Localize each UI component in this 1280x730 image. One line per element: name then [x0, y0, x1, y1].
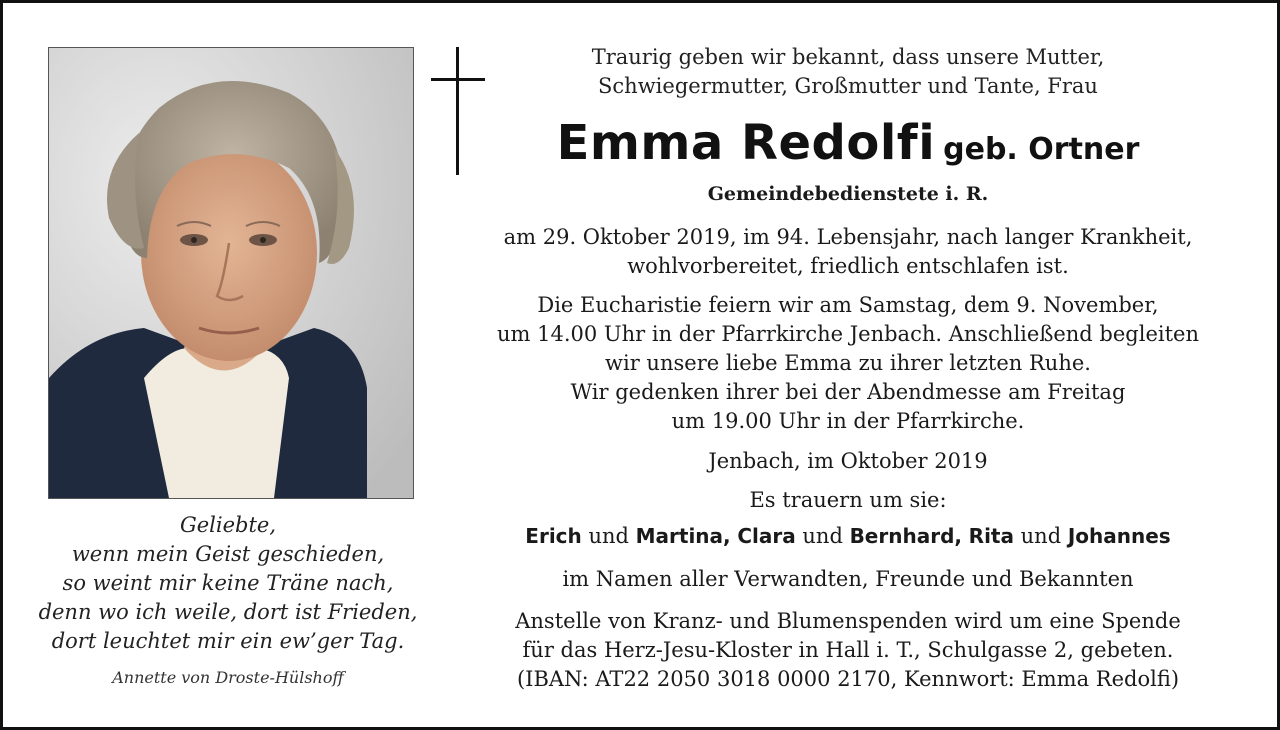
service-line: um 19.00 Uhr in der Pfarrkirche.	[671, 409, 1025, 433]
conjunction: und	[581, 524, 636, 548]
portrait-illustration	[49, 48, 413, 498]
donation-line: Anstelle von Kranz- und Blumenspenden wird um eine Spende	[515, 609, 1181, 633]
family-name: Rita	[968, 524, 1014, 548]
family-name: Erich	[525, 524, 582, 548]
death-notice	[443, 223, 1253, 281]
occupation: Gemeindebedienstete i. R.	[707, 183, 989, 205]
service-line: Wir gedenken ihrer bei der Abendmesse am Freitag	[570, 380, 1126, 404]
service-info	[443, 291, 1253, 436]
mourners-intro: Es trauern um sie:	[749, 488, 947, 512]
name-main: Emma Redolfi	[556, 115, 936, 171]
poem-author: Annette von Droste-Hülshoff	[112, 668, 344, 687]
intro-text	[443, 43, 1253, 101]
donation-request	[443, 607, 1253, 694]
family-names	[443, 524, 1253, 548]
intro-line: Traurig geben wir bekannt, dass unsere Mutter,	[591, 45, 1105, 69]
intro-line: Schwiegermutter, Großmutter und Tante, Frau	[598, 74, 1098, 98]
poem	[23, 511, 433, 656]
poem-line: so weint mir keine Träne nach,	[62, 571, 394, 595]
donation-line: für das Herz-Jesu-Kloster in Hall i. T., Schulgasse 2, gebeten.	[522, 638, 1174, 662]
conjunction: und	[1013, 524, 1068, 548]
relatives-line: im Namen aller Verwandten, Freunde und Bekannten	[562, 567, 1134, 591]
deceased-name	[443, 115, 1253, 171]
poem-line: denn wo ich weile, dort ist Frieden,	[38, 600, 418, 624]
death-line: am 29. Oktober 2019, im 94. Lebensjahr, nach langer Krankheit,	[503, 225, 1193, 249]
service-line: Die Eucharistie feiern wir am Samstag, dem 9. November,	[537, 293, 1159, 317]
place-date: Jenbach, im Oktober 2019	[708, 449, 988, 473]
donation-line: (IBAN: AT22 2050 3018 0000 2170, Kennwort: Emma Redolfi)	[516, 667, 1180, 691]
family-name: Johannes	[1067, 524, 1171, 548]
maiden-name: geb. Ortner	[943, 132, 1140, 167]
poem-line: dort leuchtet mir ein ew’ger Tag.	[51, 629, 405, 653]
family-name: Martina,	[635, 524, 731, 548]
family-name: Clara	[737, 524, 796, 548]
portrait-photo	[48, 47, 414, 499]
conjunction: und	[795, 524, 850, 548]
death-line: wohlvorbereitet, friedlich entschlafen ist.	[627, 254, 1069, 278]
service-line: wir unsere liebe Emma zu ihrer letzten Ruhe.	[605, 351, 1091, 375]
separator	[962, 524, 969, 548]
family-name: Bernhard,	[849, 524, 962, 548]
poem-line: wenn mein Geist geschieden,	[71, 542, 385, 566]
poem-line: Geliebte,	[179, 513, 277, 537]
service-line: um 14.00 Uhr in der Pfarrkirche Jenbach. Anschließend begleiten	[497, 322, 1199, 346]
